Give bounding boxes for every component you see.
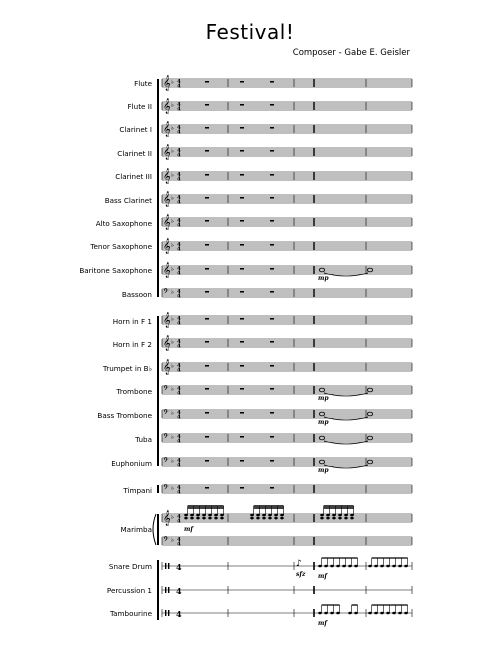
treble-clef-icon: 𝄞 <box>163 239 171 254</box>
note-head <box>274 517 278 520</box>
treble-clef-icon: 𝄞 <box>163 192 171 207</box>
instrument-label-tuba: Tuba <box>135 435 152 444</box>
note-head <box>338 517 342 520</box>
time-signature: 4 <box>177 152 181 159</box>
staff <box>162 313 412 328</box>
roll-notes: ♪ <box>296 559 302 569</box>
instrument-label-horn-2: Horn in F 2 <box>112 340 152 349</box>
key-signature-flat-icon: ♭ <box>171 148 174 155</box>
note-head <box>250 517 254 520</box>
note-head <box>318 612 322 615</box>
time-signature: 4 <box>177 129 181 136</box>
time-signature: 4 <box>177 246 181 253</box>
note-head <box>208 517 212 520</box>
staff <box>162 145 412 160</box>
whole-rest <box>240 197 244 198</box>
instrument-label-flute-2: Flute II <box>127 102 152 111</box>
key-signature-flat-icon: ♭ <box>171 195 174 202</box>
dynamic-mp: mp <box>318 395 329 402</box>
staff <box>162 360 412 375</box>
note-head <box>380 565 384 568</box>
whole-rest <box>205 365 209 366</box>
whole-rest <box>240 127 244 128</box>
time-signature: 4 <box>177 414 181 421</box>
whole-rest <box>270 197 274 198</box>
whole-rest <box>205 220 209 221</box>
instrument-label-baritone-saxophone: Baritone Saxophone <box>79 266 152 275</box>
note-head <box>344 514 348 517</box>
bass-clef-icon: 𝄢 <box>163 484 169 494</box>
whole-rest <box>205 291 209 292</box>
note-head <box>326 514 330 517</box>
note-head <box>250 514 254 517</box>
note-head <box>196 514 200 517</box>
note-head <box>398 565 402 568</box>
time-signature: 4 <box>177 316 181 322</box>
time-signature: 4 <box>177 489 181 496</box>
time-signature: 4 <box>177 222 181 229</box>
whole-rest <box>205 487 209 488</box>
whole-rest <box>270 318 274 319</box>
time-signature: 4 <box>177 289 181 295</box>
whole-rest <box>205 150 209 151</box>
note-head <box>256 514 260 517</box>
time-signature: 4 <box>177 148 181 154</box>
note-head <box>326 517 330 520</box>
time-signature: 4 <box>177 386 181 392</box>
key-signature-flat-icon: ♭ <box>171 434 174 441</box>
note-head <box>350 517 354 520</box>
whole-rest <box>270 365 274 366</box>
dynamic-sfz: sfz <box>296 571 306 578</box>
time-signature: 4 <box>176 586 182 596</box>
instrument-label-bass-clarinet: Bass Clarinet <box>104 196 152 205</box>
time-signature: 4 <box>177 172 181 178</box>
note-head <box>320 514 324 517</box>
time-signature: 4 <box>177 270 181 277</box>
note-head <box>280 517 284 520</box>
score-title: Festival! <box>205 20 295 44</box>
whole-rest <box>240 318 244 319</box>
time-signature: 4 <box>177 199 181 206</box>
note-head <box>338 514 342 517</box>
whole-rest <box>205 127 209 128</box>
whole-rest <box>205 460 209 461</box>
time-signature: 4 <box>177 266 181 272</box>
time-signature: 4 <box>177 242 181 248</box>
note-head <box>368 565 372 568</box>
time-signature: 4 <box>177 102 181 108</box>
staff <box>162 609 412 619</box>
note-head <box>196 517 200 520</box>
dynamic-mp: mp <box>318 419 329 426</box>
time-signature: 4 <box>176 562 182 572</box>
staff <box>162 456 412 469</box>
percussion-clef-icon <box>168 610 169 616</box>
time-signature: 4 <box>177 125 181 131</box>
percussion-clef-icon <box>168 563 169 569</box>
staff <box>162 384 412 397</box>
note-head <box>392 565 396 568</box>
instrument-label-tambourine: Tambourine <box>109 609 152 618</box>
note-head <box>184 517 188 520</box>
note-head <box>380 612 384 615</box>
whole-rest <box>240 220 244 221</box>
note-head <box>332 514 336 517</box>
whole-rest <box>205 268 209 269</box>
whole-rest <box>240 244 244 245</box>
key-signature-flat-icon: ♭ <box>171 102 174 109</box>
time-signature: 4 <box>177 83 181 90</box>
note-head <box>214 514 218 517</box>
staff <box>162 408 412 421</box>
bass-clef-icon: 𝄢 <box>163 385 169 395</box>
note-head <box>386 565 390 568</box>
note-head <box>220 514 224 517</box>
key-signature-flat-icon: ♭ <box>171 410 174 417</box>
whole-rest <box>240 436 244 437</box>
whole-rest <box>270 174 274 175</box>
instrument-label-clarinet-1: Clarinet I <box>119 125 152 134</box>
whole-rest <box>205 174 209 175</box>
note-head <box>318 565 322 568</box>
time-signature: 4 <box>176 609 182 619</box>
time-signature: 4 <box>177 537 181 543</box>
instrument-label-trombone: Trombone <box>116 387 152 396</box>
key-signature-flat-icon: ♭ <box>171 537 174 544</box>
whole-rest <box>270 104 274 105</box>
dynamic-mf: mf <box>318 573 327 580</box>
whole-rest <box>205 388 209 389</box>
time-signature: 4 <box>177 518 181 525</box>
whole-rest <box>240 104 244 105</box>
note-head <box>342 565 346 568</box>
key-signature-flat-icon: ♭ <box>171 485 174 492</box>
instrument-label-alto-saxophone: Alto Saxophone <box>95 219 152 228</box>
staff <box>162 336 412 351</box>
note-head <box>324 612 328 615</box>
whole-rest <box>240 365 244 366</box>
tie <box>324 273 368 276</box>
whole-rest <box>205 341 209 342</box>
note-head <box>280 514 284 517</box>
note-head <box>348 565 352 568</box>
whole-rest <box>270 460 274 461</box>
whole-rest <box>240 487 244 488</box>
dynamic-mf: mf <box>184 526 193 533</box>
whole-rest <box>240 460 244 461</box>
note-head <box>398 612 402 615</box>
note-head <box>274 514 278 517</box>
time-signature: 4 <box>177 462 181 469</box>
note-head <box>184 514 188 517</box>
instrument-label-timpani: Timpani <box>123 486 152 495</box>
marimba-brace <box>153 514 156 545</box>
instrument-label-euphonium: Euphonium <box>111 459 152 468</box>
percussion-clef-icon <box>165 610 166 616</box>
time-signature: 4 <box>177 218 181 224</box>
whole-rest <box>240 268 244 269</box>
staff <box>162 263 412 278</box>
note-head <box>202 514 206 517</box>
whole-rest <box>270 127 274 128</box>
note-head <box>202 517 206 520</box>
instrument-label-horn-1: Horn in F 1 <box>112 317 152 326</box>
whole-rest <box>270 341 274 342</box>
instrument-label-percussion-1: Percussion 1 <box>106 586 152 595</box>
note-head <box>220 517 224 520</box>
key-signature-flat-icon: ♭ <box>171 289 174 296</box>
whole-rest <box>205 197 209 198</box>
note-head <box>386 612 390 615</box>
key-signature-flat-icon: ♭ <box>171 125 174 132</box>
percussion-clef-icon <box>165 563 166 569</box>
whole-rest <box>205 81 209 82</box>
composer-credit: Composer - Gabe E. Geisler <box>292 48 410 58</box>
time-signature: 4 <box>177 390 181 397</box>
note-head <box>336 565 340 568</box>
whole-rest <box>270 436 274 437</box>
note-head <box>332 517 336 520</box>
whole-rest <box>270 412 274 413</box>
instrument-label-bass-trombone: Bass Trombone <box>97 411 152 420</box>
time-signature: 4 <box>177 363 181 369</box>
note-head <box>348 612 352 615</box>
bass-clef-icon: 𝄢 <box>163 536 169 546</box>
treble-clef-icon: 𝄞 <box>163 511 171 526</box>
staff <box>162 483 412 496</box>
time-signature: 4 <box>177 339 181 345</box>
key-signature-flat-icon: ♭ <box>171 266 174 273</box>
bass-clef-icon: 𝄢 <box>163 433 169 443</box>
whole-rest <box>240 174 244 175</box>
percussion-clef-icon <box>168 587 169 593</box>
whole-rest <box>270 268 274 269</box>
staff <box>162 562 412 572</box>
tie <box>324 417 368 420</box>
time-signature: 4 <box>177 293 181 300</box>
staff <box>162 215 412 230</box>
time-signature: 4 <box>177 458 181 464</box>
key-signature-flat-icon: ♭ <box>171 242 174 249</box>
dynamic-mf: mf <box>318 620 327 627</box>
instrument-label-flute: Flute <box>134 79 152 88</box>
whole-rest <box>240 81 244 82</box>
staff <box>162 586 412 596</box>
time-signature: 4 <box>177 541 181 548</box>
note-head <box>268 517 272 520</box>
whole-rest <box>270 150 274 151</box>
treble-clef-icon: 𝄞 <box>163 145 171 160</box>
key-signature-flat-icon: ♭ <box>171 363 174 370</box>
treble-clef-icon: 𝄞 <box>163 336 171 351</box>
note-head <box>374 565 378 568</box>
key-signature-flat-icon: ♭ <box>171 458 174 465</box>
whole-rest <box>240 291 244 292</box>
treble-clef-icon: 𝄞 <box>163 76 171 91</box>
key-signature-flat-icon: ♭ <box>171 218 174 225</box>
staff <box>162 192 412 207</box>
time-signature: 4 <box>177 79 181 85</box>
instrument-label-bassoon: Bassoon <box>121 290 152 299</box>
instrument-label-tenor-saxophone: Tenor Saxophone <box>90 242 152 251</box>
bass-clef-icon: 𝄢 <box>163 457 169 467</box>
key-signature-flat-icon: ♭ <box>171 339 174 346</box>
key-signature-flat-icon: ♭ <box>171 316 174 323</box>
note-head <box>320 517 324 520</box>
staff <box>162 432 412 445</box>
note-head <box>374 612 378 615</box>
treble-clef-icon: 𝄞 <box>163 169 171 184</box>
instrument-label-trumpet: Trumpet in B♭ <box>102 364 152 373</box>
time-signature: 4 <box>177 343 181 350</box>
note-head <box>404 565 408 568</box>
note-head <box>262 517 266 520</box>
note-head <box>404 612 408 615</box>
whole-rest <box>270 487 274 488</box>
note-head <box>354 565 358 568</box>
note-head <box>336 612 340 615</box>
whole-rest <box>205 436 209 437</box>
treble-clef-icon: 𝄞 <box>163 263 171 278</box>
staff <box>162 99 412 114</box>
note-head <box>368 612 372 615</box>
whole-rest <box>270 220 274 221</box>
key-signature-flat-icon: ♭ <box>171 386 174 393</box>
whole-rest <box>270 81 274 82</box>
whole-rest <box>270 388 274 389</box>
staff <box>162 287 412 300</box>
staff <box>162 169 412 184</box>
instrument-label-clarinet-2: Clarinet II <box>117 149 152 158</box>
dynamic-mp: mp <box>318 467 329 474</box>
staff <box>162 535 412 548</box>
time-signature: 4 <box>177 438 181 445</box>
note-head <box>190 517 194 520</box>
instrument-label-clarinet-3: Clarinet III <box>115 172 152 181</box>
instrument-label-marimba: Marimba <box>120 525 152 534</box>
whole-rest <box>270 244 274 245</box>
whole-rest <box>270 291 274 292</box>
whole-rest <box>240 150 244 151</box>
staff <box>162 76 412 91</box>
treble-clef-icon: 𝄞 <box>163 313 171 328</box>
note-head <box>354 612 358 615</box>
staff <box>162 122 412 137</box>
whole-rest <box>240 412 244 413</box>
tie <box>324 441 368 444</box>
time-signature: 4 <box>177 434 181 440</box>
note-head <box>392 612 396 615</box>
bass-clef-icon: 𝄢 <box>163 409 169 419</box>
treble-clef-icon: 𝄞 <box>163 215 171 230</box>
percussion-clef-icon <box>165 587 166 593</box>
time-signature: 4 <box>177 320 181 327</box>
whole-rest <box>205 318 209 319</box>
whole-rest <box>240 341 244 342</box>
whole-rest <box>205 104 209 105</box>
treble-clef-icon: 𝄞 <box>163 360 171 375</box>
note-head <box>208 514 212 517</box>
whole-rest <box>240 388 244 389</box>
time-signature: 4 <box>177 485 181 491</box>
time-signature: 4 <box>177 195 181 201</box>
whole-rest <box>205 412 209 413</box>
time-signature: 4 <box>177 176 181 183</box>
note-head <box>268 514 272 517</box>
time-signature: 4 <box>177 410 181 416</box>
key-signature-flat-icon: ♭ <box>171 79 174 86</box>
key-signature-flat-icon: ♭ <box>171 172 174 179</box>
tie <box>324 393 368 396</box>
staff <box>162 239 412 254</box>
note-head <box>330 565 334 568</box>
key-signature-flat-icon: ♭ <box>171 514 174 521</box>
bass-clef-icon: 𝄢 <box>163 288 169 298</box>
note-head <box>330 612 334 615</box>
time-signature: 4 <box>177 514 181 520</box>
tie <box>324 465 368 468</box>
time-signature: 4 <box>177 367 181 374</box>
note-head <box>214 517 218 520</box>
treble-clef-icon: 𝄞 <box>163 99 171 114</box>
note-head <box>190 514 194 517</box>
treble-clef-icon: 𝄞 <box>163 122 171 137</box>
time-signature: 4 <box>177 106 181 113</box>
note-head <box>350 514 354 517</box>
instrument-label-snare-drum: Snare Drum <box>108 562 152 571</box>
note-head <box>324 565 328 568</box>
whole-rest <box>205 244 209 245</box>
note-head <box>344 517 348 520</box>
dynamic-mp: mp <box>318 275 329 282</box>
note-head <box>256 517 260 520</box>
note-head <box>262 514 266 517</box>
